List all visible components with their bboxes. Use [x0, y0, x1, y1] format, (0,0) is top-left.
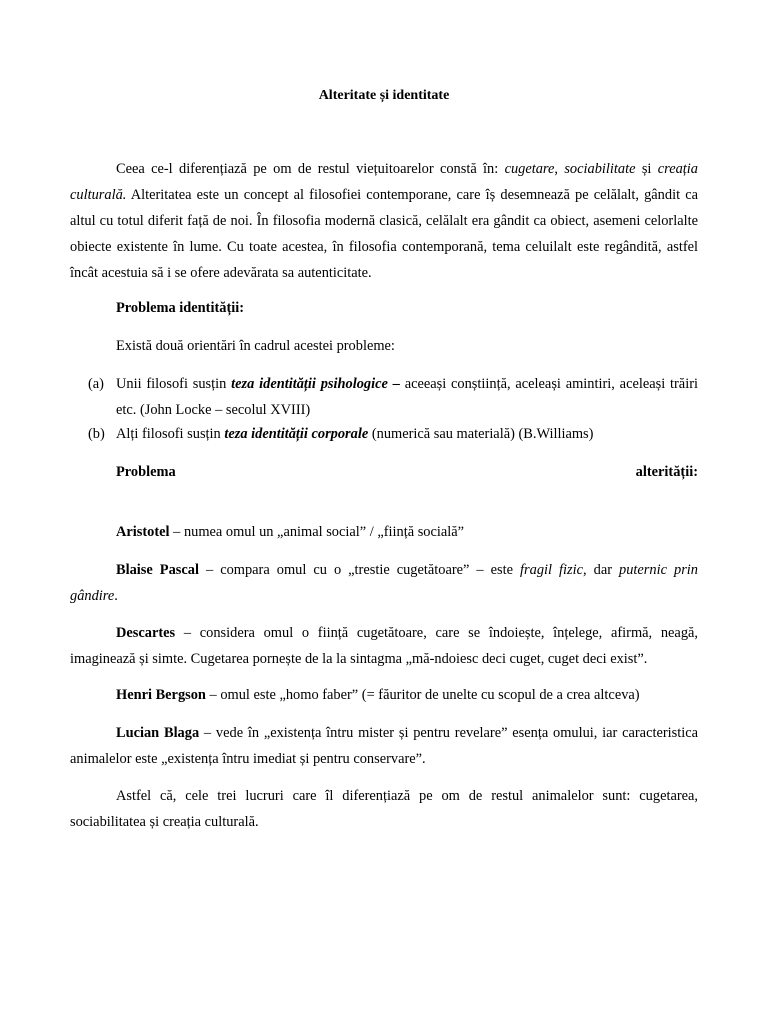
- intro-italic-1: cugetare: [504, 161, 555, 177]
- identity-item-a: (a) Unii filosofi susțin teza identității psihologice – aceeași conștiință, aceleași amintiri, aceleași trăiri etc. (John Locke – secolul XVIII): [88, 371, 698, 423]
- item-marker: (a): [88, 376, 104, 392]
- intro-text-1: Ceea ce-l diferențiază pe om de restul viețuitoarelor constă în:: [116, 161, 505, 177]
- intro-text-4: Alteritatea este un concept al filosofiei contemporane, care îș desemnează pe celălalt, gândit ca altul cu totul diferit față de noi. În filosofia modernă clasică, celălalt era gândit ca obiect, asemeni celorlalte obiecte existente în lume. Cu toate acestea, în filosofia contemporană, tema celuilalt este regândită, astfel încât acestuia să i se ofere adevărata sa autenticitate.: [70, 187, 698, 281]
- philosopher-bergson: Henri Bergson – omul este „homo faber” (= făuritor de unelte cu scopul de a crea altceva): [116, 687, 640, 703]
- item-marker: (b): [88, 426, 105, 442]
- identity-lead: Există două orientări în cadrul acestei probleme:: [116, 338, 395, 354]
- philosopher-descartes: Descartes – considera omul o ființă cugetătoare, care se îndoiește, înțelege, afirmă, neagă, imaginează și simte. Cugetarea pornește de la la sintagma „mă-ndoiesc deci cuget, cuget deci exist”.: [70, 625, 698, 667]
- intro-text-2: ,: [554, 161, 565, 177]
- alterity-heading-left: Problema: [116, 464, 176, 480]
- philosopher-aristotel: Aristotel – numea omul un „animal social” / „ființă socială”: [116, 524, 465, 540]
- document-title: Alteritate și identitate: [318, 88, 450, 103]
- corporal-identity-thesis: teza identității corporale: [224, 426, 369, 442]
- conclusion-paragraph: Astfel că, cele trei lucruri care îl diferențiază pe om de restul animalelor sunt: cugetarea, sociabilitatea și creația culturală.: [70, 788, 698, 830]
- intro-italic-2: sociabilitate: [564, 161, 636, 177]
- identity-item-b: (b) Alți filosofi susțin teza identității corporale (numerică sau materială) (B.Williams): [88, 421, 698, 447]
- identity-heading: Problema identității:: [116, 300, 245, 316]
- alterity-heading: [116, 461, 698, 483]
- intro-text-3: și: [635, 161, 658, 177]
- psychological-identity-thesis: teza identității psihologice: [231, 376, 388, 392]
- alterity-heading-right: alterității:: [635, 464, 698, 480]
- intro-paragraph: [70, 156, 698, 286]
- philosopher-pascal: Blaise Pascal – compara omul cu o „trestie cugetătoare” – este fragil fizic, dar puternic prin gândire.: [70, 562, 698, 604]
- philosopher-blaga: Lucian Blaga – vede în „existența întru mister și pentru revelare” esența omului, iar caracteristica animalelor este „existența întru imediat și pentru conservare”.: [70, 725, 698, 767]
- intro-italic-3: creația culturală.: [70, 161, 698, 203]
